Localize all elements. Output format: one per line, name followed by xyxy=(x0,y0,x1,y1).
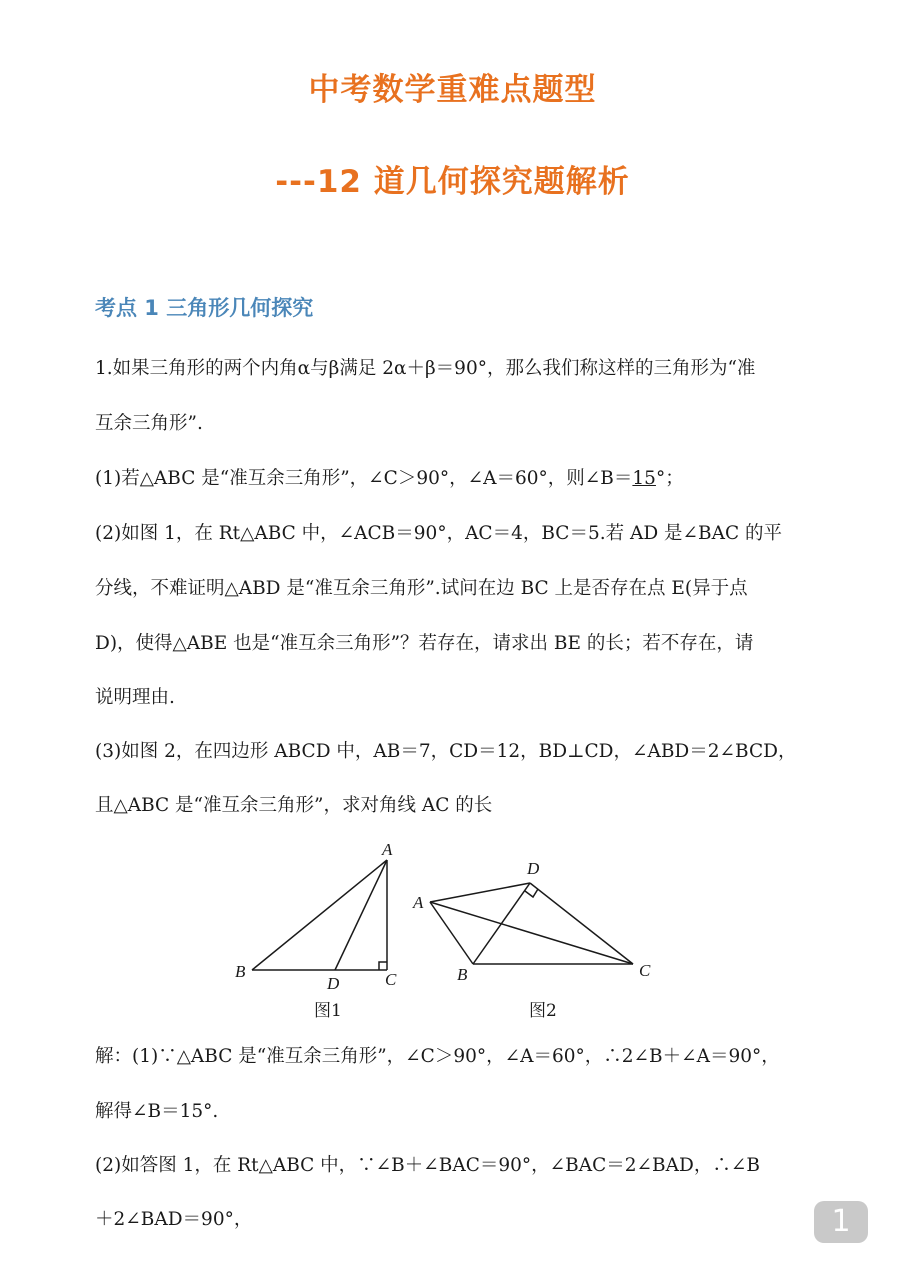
fig2-label-c: C xyxy=(639,961,651,980)
solution-line: 解：(1)∵△ABC 是“准互余三角形”，∠C＞90°，∠A＝60°，∴2∠B＋∠A＝90°， xyxy=(95,1046,780,1067)
fig1-label-b: B xyxy=(235,962,246,981)
solution-line: (2)如答图 1，在 Rt△ABC 中，∵∠B＋∠BAC＝90°，∠BAC＝2∠BAD，∴∠B xyxy=(95,1155,760,1176)
section-heading: 考点 1 三角形几何探究 xyxy=(95,296,314,320)
fig2-label-b: B xyxy=(457,965,468,984)
fig1-bisector-ad xyxy=(335,860,387,970)
solution-line: ＋2∠BAD＝90°， xyxy=(95,1209,253,1230)
part1-answer: 15 xyxy=(632,468,656,489)
fig2-diagonal-ac xyxy=(430,902,633,964)
fig2-side-dc xyxy=(530,883,633,964)
fig2-label-d: D xyxy=(527,859,540,878)
problem-line: D)，使得△ABE 也是“准互余三角形”？若存在，请求出 BE 的长；若不存在，请 xyxy=(95,633,754,654)
fig1-label-a: A xyxy=(382,840,393,859)
figure-2 xyxy=(405,850,665,990)
problem-line: 1.如果三角形的两个内角α与β满足 2α＋β＝90°，那么我们称这样的三角形为“准 xyxy=(95,358,756,379)
fig2-side-ad xyxy=(430,883,530,902)
problem-part-1 xyxy=(95,464,815,490)
fig1-right-angle-mark xyxy=(379,962,387,970)
figure-2-caption: 图2 xyxy=(529,1001,557,1021)
problem-line: (2)如图 1，在 Rt△ABC 中，∠ACB＝90°，AC＝4，BC＝5.若 AD 是∠BAC 的平 xyxy=(95,523,783,544)
problem-line: 互余三角形”. xyxy=(95,413,203,434)
document-title: 中考数学重难点题型 xyxy=(308,72,597,108)
part1-suffix: °； xyxy=(655,468,684,489)
fig1-label-d: D xyxy=(327,974,340,993)
fig1-label-c: C xyxy=(385,970,397,989)
solution-line: 解得∠B＝15°. xyxy=(95,1101,219,1122)
problem-line: 说明理由. xyxy=(95,687,175,708)
page-number-badge: 1 xyxy=(814,1201,868,1243)
document-subtitle: ---12 道几何探究题解析 xyxy=(275,164,630,200)
figure-1 xyxy=(225,835,415,995)
problem-line: 分线，不难证明△ABD 是“准互余三角形”.试问在边 BC 上是否存在点 E(异于点 xyxy=(95,578,748,599)
problem-line: 且△ABC 是“准互余三角形”，求对角线 AC 的长 xyxy=(95,795,493,816)
fig2-label-a: A xyxy=(413,893,424,912)
fig2-side-ba xyxy=(430,902,473,964)
problem-line: (3)如图 2，在四边形 ABCD 中，AB＝7，CD＝12，BD⊥CD，∠ABD＝2∠BCD， xyxy=(95,741,797,762)
figure-1-caption: 图1 xyxy=(314,1001,342,1021)
fig2-diagonal-bd xyxy=(473,883,530,964)
part1-text: (1)若△ABC 是“准互余三角形”，∠C＞90°，∠A＝60°，则∠B＝ xyxy=(95,468,633,489)
fig1-side-ab xyxy=(252,860,387,970)
fig2-right-angle-mark xyxy=(525,889,538,897)
